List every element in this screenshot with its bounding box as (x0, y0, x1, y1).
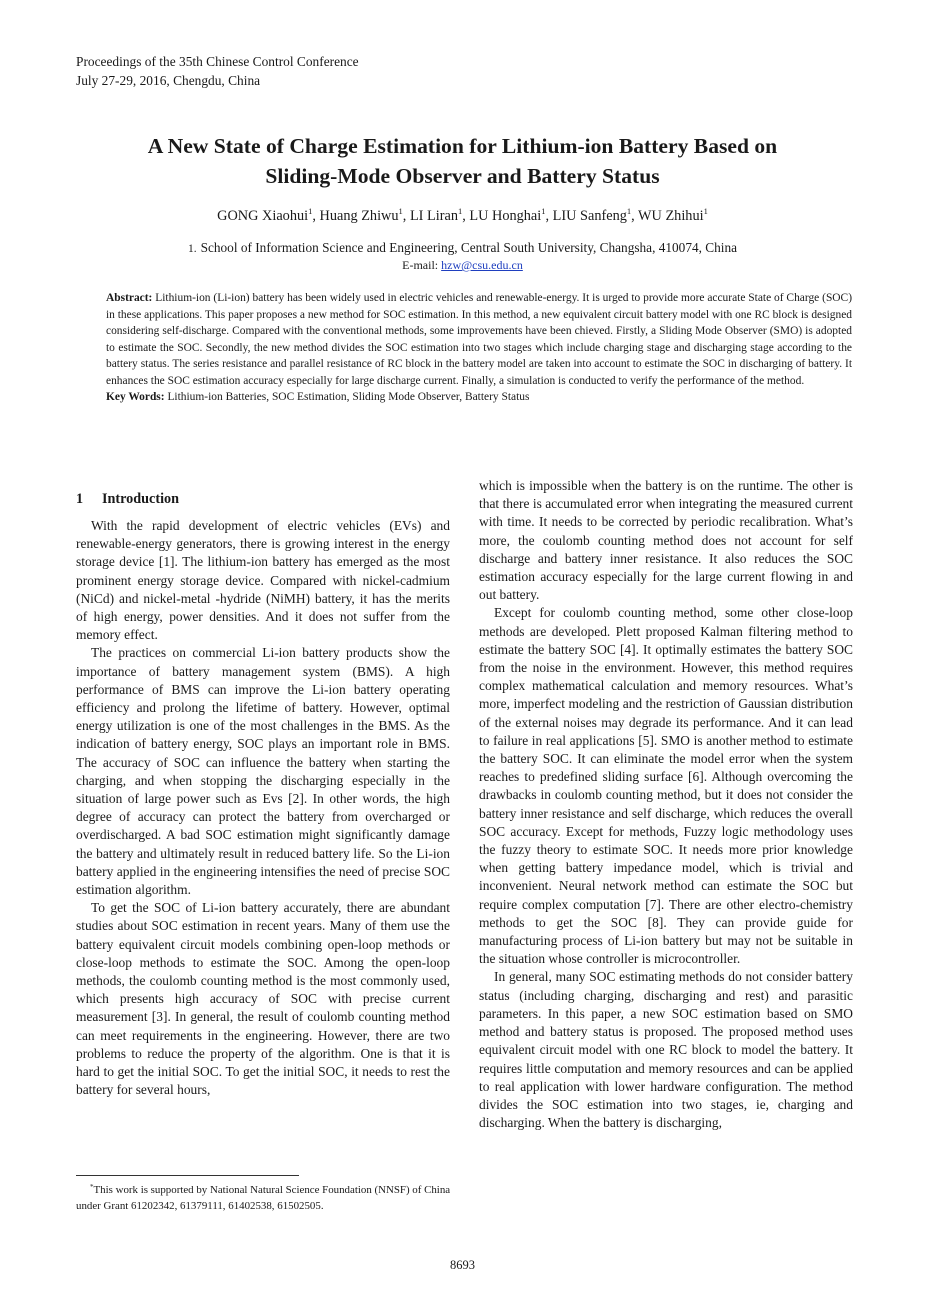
author-affiliation-mark: 1 (703, 206, 708, 216)
body-paragraph: In general, many SOC estimating methods do not consider battery status (including charging, discharging and rest) and parasitic parameters. In this paper, a new SOC estimation based on SMO method and battery status is proposed. The proposed method uses equivalent circuit model with one RC block to model the battery. It requires little computation and memory resources and can be applied to real application with lower hardware configuration. The method divides the SOC estimation into two stages, ie, charging and discharging. When the battery is discharging, (479, 969, 853, 1131)
author-name: Huang Zhiwu (319, 208, 399, 224)
footnote-text: This work is supported by National Natural Science Foundation (NNSF) of China under Grant 61202342, 61379111, 61402538, 61502505. (76, 1184, 451, 1212)
abstract-block (106, 290, 852, 406)
author-separator: , (462, 208, 470, 224)
body-paragraph: which is impossible when the battery is on the runtime. The other is that there is accumulated error when integrating the measured current with time. It needs to be corrected by periodic recalibration. What’s more, the coulomb counting method does not account for self discharge and battery inner resistance. It also reduces the SOC estimation accuracy especially for the large current flowing in and out battery. (479, 478, 853, 603)
abstract-label: Abstract: (106, 292, 153, 304)
author-name: LU Honghai (469, 208, 542, 224)
paper-title-line-2: Sliding-Mode Observer and Battery Status (265, 164, 660, 188)
email-label: E-mail: (402, 258, 442, 272)
right-column (479, 477, 853, 1132)
page-number: 8693 (450, 1258, 475, 1272)
body-paragraph: To get the SOC of Li-ion battery accurately, there are abundant studies about SOC estimation in recent years. Many of them use the battery equivalent circuit models combining open-loop methods or close-loop methods to estimate the SOC. Among the open-loop methods, the coulomb counting method is the most commonly used, which presents high accuracy of SOC with precise current measurement [3]. In general, the result of coulomb counting method can meet requirements in the engineering. However, there are two problems to reduce the property of the algorithm. One is that it is hard to get the initial SOC. To get the initial SOC, it needs to rest the battery for several hours, (76, 900, 450, 1098)
abstract-text: Lithium-ion (Li-ion) battery has been widely used in electric vehicles and renewable-energy. It is urged to provide more accurate State of Charge (SOC) in these applications. This paper proposes a new method for SOC estimation. In this method, a new equivalent circuit battery model with one RC block is designed considering self-discharge. Compared with the conventional methods, some improvements have been chieved. Firstly, a Sliding Mode Observer (SMO) is adopted to estimate the SOC. Secondly, the new method divides the SOC estimation into two stages which include charging stage and discharging stage according to the battery status. The series resistance and parallel resistance of RC block in the battery model are taken into account to estimate the SOC in discharging of battery. It enhances the SOC estimation accuracy especially for large discharge current. Finally, a simulation is conducted to verify the performance of the method. (106, 292, 852, 387)
author-separator: , (312, 208, 320, 224)
affiliation (60, 239, 865, 258)
section-heading-introduction (76, 489, 179, 509)
left-column (76, 517, 450, 1100)
conference-date-location: July 27-29, 2016, Chengdu, China (76, 73, 261, 88)
keywords-paragraph (106, 389, 852, 406)
author-name: LI Liran (409, 208, 458, 224)
body-paragraph: Except for coulomb counting method, some other close-loop methods are developed. Plett proposed Kalman filtering method to estimate the battery SOC [4]. It optimally estimates the battery SOC from the noise in the environment. However, this method requires complex mathematical calculation and memory resources. What’s more, imperfect modeling and the restriction of Gaussian distribution of the external noises may degrade its performance. And it can lead to failure in real applications [5]. SMO is another method to estimate the battery SOC. It can eliminate the model error when the system reaches to predefined sliding surface [6]. Although overcoming the drawbacks in coulomb counting method, but it does not consider the battery inner resistance and self discharge, which reduces the overall SOC accuracy. Except for methods, Fuzzy logic methodology uses the fuzzy theory to estimate SOC. It needs more prior knowledge when getting battery impedance model, which is trivial and inconvenient. Neural network method can estimate the SOC but require complex computation [7]. There are other electro-chemistry methods to get the SOC [8]. They can provide guide for manufacturing process of Li-ion battery but may not be suitable in the situation whose controller is microcontroller. (479, 605, 853, 967)
section-number: 1 (76, 491, 84, 507)
keywords-label: Key Words: (106, 391, 165, 403)
author-separator: , (631, 208, 639, 224)
paper-title-line-1: A New State of Charge Estimation for Lithium-ion Battery Based on (147, 134, 778, 158)
affiliation-number: 1. (187, 243, 197, 255)
author-affiliation-mark: 1 (626, 206, 632, 216)
contact-email (60, 257, 865, 273)
author-name: LIU Sanfeng (552, 208, 627, 224)
conference-header (76, 52, 359, 90)
author-affiliation-mark: 1 (541, 206, 546, 216)
abstract-paragraph (106, 290, 852, 389)
author-affiliation-mark: 1 (457, 206, 463, 216)
footnote-rule (76, 1175, 299, 1176)
body-paragraph: With the rapid development of electric vehicles (EVs) and renewable-energy generators, there is growing interest in the energy storage device [1]. The lithium-ion battery has emerged as the most prominent energy storage device. Compared with nickel-cadmium (NiCd) and nickel-metal -hydride (NiMH) battery, it has the merits of high energy, power densities. And it does not suffer from the memory effect. (76, 518, 450, 643)
author-list (60, 206, 865, 226)
body-paragraph: The practices on commercial Li-ion battery products show the importance of battery management system (BMS). A high performance of BMS can improve the Li-ion battery operating efficiency and prolong the lifetime of battery. However, optimal energy utilization is one of the most challenges in the BMS. As the indication of battery energy, SOC plays an important role in BMS. The accuracy of SOC can influence the battery when starting the charging, and when stopping the discharging especially in the situation of large power such as Evs [2]. In other words, the high degree of accuracy can protect the battery from overcharged or overdischarged. A bad SOC estimation might significantly damage the battery and ultimately result in reduced battery life. So the Li-ion battery applied in the engineering intensifies the need of precise SOC estimation algorithm. (76, 645, 450, 898)
keywords-text: Lithium-ion Batteries, SOC Estimation, Sliding Mode Observer, Battery Status (164, 391, 530, 403)
section-title: Introduction (102, 491, 179, 507)
author-affiliation-mark: 1 (308, 206, 313, 216)
author-name: GONG Xiaohui (217, 208, 309, 224)
author-separator: , (545, 208, 553, 224)
conference-name: Proceedings of the 35th Chinese Control Conference (76, 54, 359, 69)
author-separator: , (402, 208, 410, 224)
footnote-mark: * (90, 1183, 94, 1191)
author-name: WU Zhihui (638, 208, 704, 224)
footnote (76, 1182, 456, 1214)
author-affiliation-mark: 1 (398, 206, 403, 216)
email-link[interactable]: hzw@csu.edu.cn (441, 258, 523, 272)
affiliation-text: School of Information Science and Engineering, Central South University, Changsha, 410074, China (200, 240, 738, 255)
paper-title (60, 131, 865, 191)
